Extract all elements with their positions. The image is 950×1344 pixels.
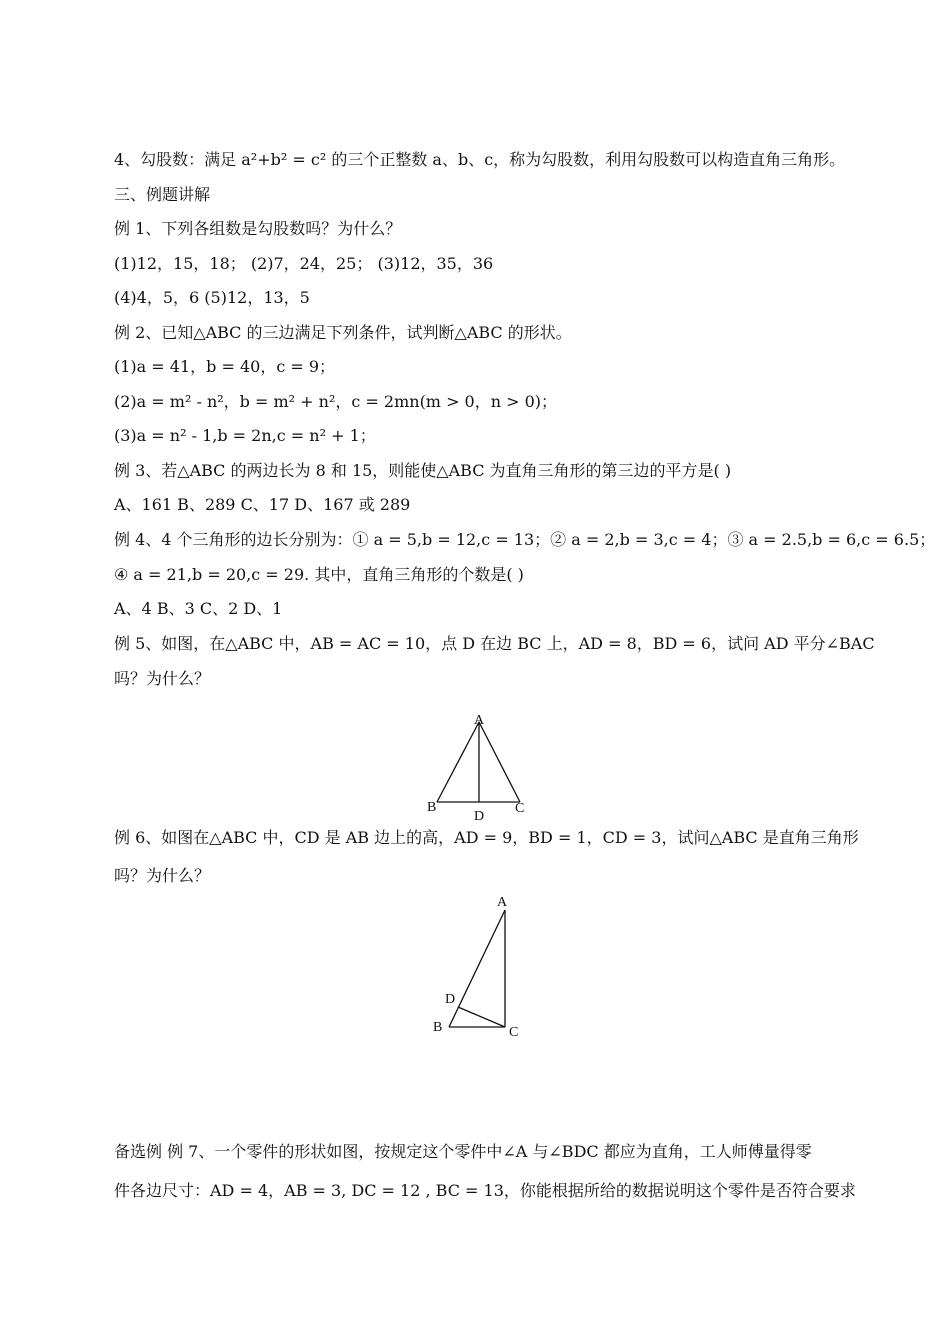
example-6-question: 例 6、如图在△ABC 中，CD 是 AB 边上的高，AD = 9，BD = 1，CD = 3，试问△ABC 是直角三角形 [114, 828, 859, 847]
example-2-question: 例 2、已知△ABC 的三边满足下列条件，试判断△ABC 的形状。 [114, 323, 572, 342]
example-1-options-row1: (1)12，15，18； (2)7，24，25； (3)12，35，36 [114, 254, 494, 273]
example-3-choices: A、161 B、289 C、17 D、167 或 289 [114, 495, 411, 514]
example-5-question: 例 5、如图，在△ABC 中，AB = AC = 10，点 D 在边 BC 上，AD = 8，BD = 6，试问 AD 平分∠BAC [114, 634, 875, 653]
label-a: A [497, 895, 508, 910]
segment-ab [437, 722, 479, 802]
label-b: B [427, 800, 437, 815]
label-a: A [474, 713, 485, 728]
example-4-question-cont: ④ a = 21,b = 20,c = 29. 其中，直角三角形的个数是( ) [114, 565, 524, 584]
example-5-question-cont: 吗？为什么？ [114, 669, 211, 688]
example-7-question: 备选例 例 7、一个零件的形状如图，按规定这个零件中∠A 与∠BDC 都应为直角，工人师傅量得零 [114, 1142, 812, 1161]
label-c: C [515, 801, 525, 816]
example-6-question-cont: 吗？为什么？ [114, 866, 211, 885]
text-line-pythagorean-numbers: 4、勾股数：满足 a²+b² = c² 的三个正整数 a、b、c，称为勾股数，利用勾股数可以构造直角三角形。 [114, 150, 846, 169]
example-3-question: 例 3、若△ABC 的两边长为 8 和 15，则能使△ABC 为直角三角形的第三边的平方是( ) [114, 461, 732, 480]
example-2-condition-2: (2)a = m² - n²，b = m² + n²，c = 2mn(m > 0，n > 0)； [114, 392, 558, 411]
label-d: D [474, 809, 485, 824]
example-7-question-cont: 件各边尺寸：AD = 4，AB = 3, DC = 12 , BC = 13，你能根据所给的数据说明这个零件是否符合要求 [114, 1181, 856, 1200]
example-1-options-row2: (4)4，5，6 (5)12，13，5 [114, 288, 310, 307]
figure-right-triangle-altitude [425, 890, 530, 1045]
segment-ac [479, 722, 520, 802]
example-4-choices: A、4 B、3 C、2 D、1 [114, 599, 283, 618]
label-c: C [509, 1025, 519, 1040]
example-1-question: 例 1、下列各组数是勾股数吗？为什么？ [114, 219, 402, 238]
label-b: B [433, 1020, 443, 1035]
segment-ab [449, 910, 505, 1027]
section-heading-examples: 三、例题讲解 [114, 185, 211, 204]
example-2-condition-3: (3)a = n² - 1,b = 2n,c = n² + 1； [114, 426, 376, 445]
example-2-condition-1: (1)a = 41，b = 40，c = 9； [114, 357, 336, 376]
figure-isosceles-triangle [420, 710, 540, 825]
example-4-question: 例 4、4 个三角形的边长分别为：① a = 5,b = 12,c = 13；② a = 2,b = 3,c = 4；③ a = 2.5,b = 6,c = 6.5； [114, 530, 936, 549]
segment-cd [458, 1007, 505, 1027]
label-d: D [445, 992, 456, 1007]
